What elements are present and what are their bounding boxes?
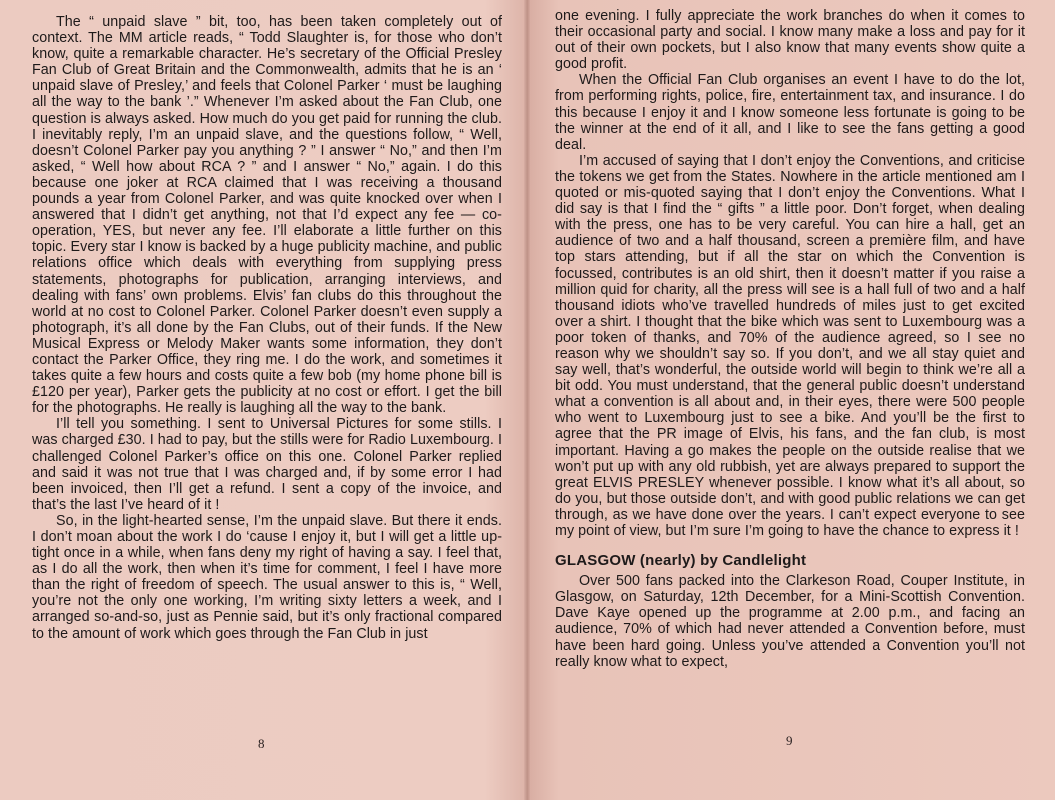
left-page-body bbox=[32, 14, 502, 642]
right-page-body bbox=[555, 8, 1025, 670]
right-paragraph-4: Over 500 fans packed into the Clarkeson Road, Couper Institute, in Glasgow, on Saturday, 12th December, for a Mini-Scottish Convention. Dave Kaye opened up the programme at 2.00 p.m., and facing an audience, 70% of which had never attended a Convention before, must have been hard going. Unless you’ve attended a Convention you’ll not really know what to expect, bbox=[555, 573, 1025, 670]
section-heading: GLASGOW (nearly) by Candlelight bbox=[555, 552, 807, 570]
right-page-number: 9 bbox=[786, 733, 793, 748]
left-paragraph-3: So, in the light-hearted sense, I’m the unpaid slave. But there it ends. I don’t moan about the work I do ‘cause I enjoy it, but I will get a little up-tight once in a while, when fans deny my right of having a say. I feel that, as I do all the work, then when it’s time for comment, I feel I have more than the right of freedom of speech. The usual answer to this is, “ Well, you’re not the only one working, I’m writing sixty letters a week, and I arranged so-and-so, just as Pennie said, but it’s only fractional compared to the amount of work which goes through the Fan Club in just bbox=[32, 512, 502, 642]
right-paragraph-3: I’m accused of saying that I don’t enjoy the Conventions, and criticise the tokens we get from the States. Nowhere in the article mentioned am I quoted or mis-quoted saying that I don’t enjoy the Conventions. What I did say is that I find the “ gifts ” a little poor. Don’t forget, when dealing with the press, one has to be very careful. You can hire a hall, get an audience of two and a half thousand, screen a première film, and have top stars attending, but if all the star on which the Convention is focussed, contributes is an old shirt, then it doesn’t matter if you raise a million quid for charity, all the press will see is a hall full of two and a half thousand idiots who’ve travelled hundreds of miles just to get excited over a shirt. I thought that the bike which was sent to Luxembourg was a poor token of thanks, and 70% of the audience agreed, so I see no reason why we shouldn’t say so. If you don’t, and we all stay quiet and say well, that’s wonderful, the outside world will begin to think we’re all a bit odd. You must understand, that the general public doesn’t understand what a convention is all about and, in their eyes, there were 500 people who went to Luxembourg just to see a bike. And you’ll be the first to agree that the PR image of Elvis, his fans, and the fan club, is most important. Having a go makes the people on the outside realise that we won’t put up with any old rubbish, yet are always prepared to support the great ELVIS PRESLEY whenever possible. I know what it’s all about, so do you, but those outside don’t, and with good public relations we can get through, as we have done over the years. I can’t expect everyone to see my point of view, but I’m sure I’m going to have the chance to express it ! bbox=[555, 152, 1025, 539]
right-paragraph-1: one evening. I fully appreciate the work branches do when it comes to their occasional party and social. I know many make a loss and pay for it out of their own pockets, but I also know that many events show quite a good profit. bbox=[555, 8, 1025, 73]
page-gutter bbox=[524, 0, 530, 800]
right-paragraph-2: When the Official Fan Club organises an event I have to do the lot, from performing rights, police, fire, entertainment tax, and insurance. I do this because I enjoy it and I know someone less fortunate is going to be the winner at the end of it all, and I like to see the fans getting a good deal. bbox=[555, 72, 1025, 153]
left-paragraph-1: The “ unpaid slave ” bit, too, has been taken completely out of context. The MM article reads, “ Todd Slaughter is, for those who don’t know, quite a remarkable character. He’s secretary of the Official Presley Fan Club of Great Britain and the Commonwealth, admits that he is an ‘ unpaid slave of Presley,’ and feels that Colonel Parker ‘ must be laughing all the way to the bank ’.” Whenever I’m asked about the Fan Club, one question is always asked. How much do you get paid for running the club. I inevitably reply, I’m an unpaid slave, and the questions follow, “ Well, doesn’t Colonel Parker pay you anything ? ” I answer “ No,” and then I’m asked, “ Well how about RCA ? ” and I answer “ No,” again. I do this because one joker at RCA claimed that I was receiving a thousand pounds a year from Colonel Parker, and was quite knocked over when I answered that I didn’t get anything, not that I’d expect any fee — co-operation, YES, but never any fee. I’ll elaborate a little further on this topic. Every star I know is backed by a huge publicity machine, and public relations office which deals with everything from supplying press statements, photographs for publication, arranging interviews, and dealing with fans’ own problems. Elvis’ fan clubs do this throughout the world at no cost to Colonel Parker. Colonel Parker doesn’t even supply a photograph, it’s all done by the Fan Clubs, out of their funds. If the New Musical Express or Melody Maker wants some information, they don’t contact the Parker Office, they ring me. I do the work, and sometimes it takes quite a few hours and costs quite a few bob (my home phone bill is £120 per year), Parker gets the publicity at no cost or effort. I get the bill for the photographs. He really is laughing all the way to the bank. bbox=[32, 14, 502, 417]
left-paragraph-2: I’ll tell you something. I sent to Universal Pictures for some stills. I was charged £30. I had to pay, but the stills were for Radio Luxembourg. I challenged Colonel Parker’s office on this one. Colonel Parker replied and said it was not true that I was charged and, if by some error I had been invoiced, then I’ll get a refund. I sent a copy of the invoice, and that’s the last I’ve heard of it ! bbox=[32, 416, 502, 513]
left-page-number: 8 bbox=[258, 736, 265, 751]
